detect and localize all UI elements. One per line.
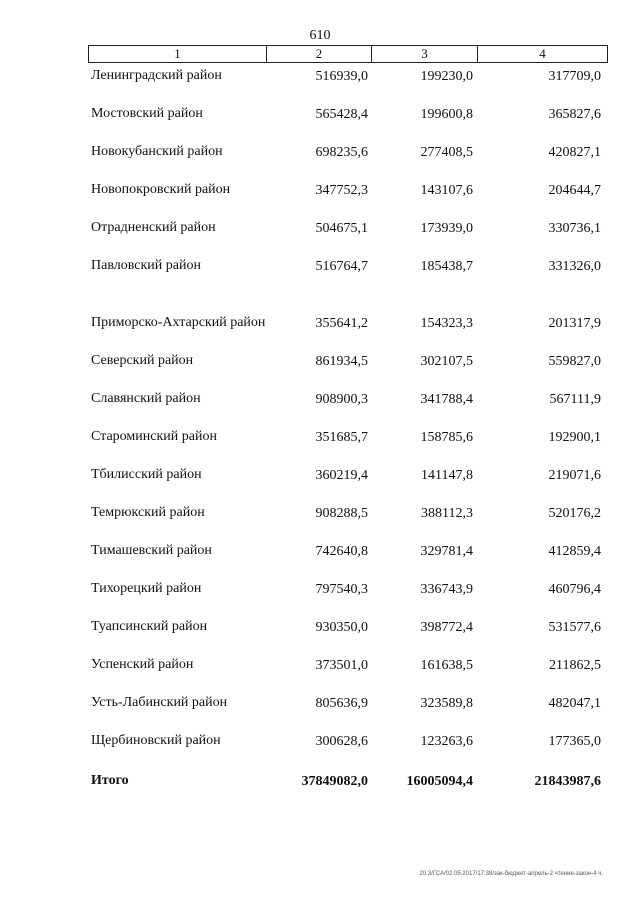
value-col-2: 516764,7 [315,259,368,274]
district-name: Отрадненский район [91,220,216,235]
value-col-4: 520176,2 [548,506,601,521]
table-row [0,219,640,257]
table-row [0,732,640,770]
district-name: Староминский район [91,429,217,444]
value-col-4: 420827,1 [548,145,601,160]
value-col-3: 302107,5 [420,354,473,369]
value-col-4: 531577,6 [548,620,601,635]
value-col-3: 143107,6 [420,183,473,198]
table-row [0,143,640,181]
value-col-4: 460796,4 [548,582,601,597]
document-footer: 20.3/ГСА/02.05.2017/17:38/зак-бюджет-апрель-2 чтение-закон-4 ч. [419,871,603,877]
total-label: Итого [91,773,129,788]
value-col-2: 742640,8 [315,544,368,559]
district-name: Тимашевский район [91,543,212,558]
page-number: 610 [309,28,331,43]
value-col-3: 185438,7 [420,259,473,274]
district-name: Новокубанский район [91,144,223,159]
table-body [0,67,640,810]
value-col-4: 177365,0 [548,734,601,749]
district-name: Приморско-Ахтарский район [91,315,266,330]
table-row [0,428,640,466]
value-col-2: 347752,3 [315,183,368,198]
district-name: Ленинградский район [91,68,222,83]
value-col-3: 199230,0 [420,69,473,84]
table-row [0,466,640,504]
value-col-3: 336743,9 [420,582,473,597]
value-col-3: 323589,8 [420,696,473,711]
value-col-3: 141147,8 [421,468,473,483]
table-row [0,390,640,428]
value-col-4: 219071,6 [548,468,601,483]
district-name: Северский район [91,353,194,368]
value-col-3: 173939,0 [420,221,473,236]
value-col-3: 158785,6 [420,430,473,445]
header-col-3: 3 [372,46,478,62]
district-name: Щербиновский район [91,733,221,748]
table-row [0,67,640,105]
table-row [0,352,640,390]
district-name: Тбилисский район [91,467,202,482]
value-col-2: 565428,4 [315,107,368,122]
value-col-3: 154323,3 [420,316,473,331]
table-row [0,295,640,352]
value-col-3: 341788,4 [420,392,473,407]
district-name: Туапсинский район [91,619,208,634]
table-row [0,694,640,732]
value-col-4: 559827,0 [548,354,601,369]
value-col-2: 300628,6 [315,734,368,749]
value-col-4: 365827,6 [548,107,601,122]
value-col-4: 211862,5 [549,658,601,673]
value-col-3: 277408,5 [420,145,473,160]
total-col-2: 37849082,0 [301,774,368,789]
value-col-4: 204644,7 [548,183,601,198]
district-name: Славянский район [91,391,201,406]
value-col-3: 199600,8 [420,107,473,122]
value-col-4: 201317,9 [548,316,601,331]
value-col-2: 805636,9 [315,696,368,711]
table-row [0,580,640,618]
value-col-3: 161638,5 [420,658,473,673]
value-col-2: 908288,5 [315,506,368,521]
total-col-4: 21843987,6 [534,774,601,789]
district-name: Павловский район [91,258,201,273]
value-col-4: 192900,1 [548,430,601,445]
header-col-4: 4 [539,46,546,61]
district-name: Успенский район [91,657,194,672]
header-col-2: 2 [267,46,372,62]
value-col-4: 412859,4 [548,544,601,559]
value-col-2: 504675,1 [315,221,368,236]
district-name: Новопокровский район [91,182,231,197]
value-col-2: 698235,6 [315,145,368,160]
district-name: Темрюкский район [91,505,205,520]
table-row [0,105,640,143]
value-col-3: 329781,4 [420,544,473,559]
value-col-3: 388112,3 [421,506,473,521]
value-col-2: 797540,3 [315,582,368,597]
table-row [0,181,640,219]
district-name: Усть-Лабинский район [91,695,228,710]
value-col-4: 330736,1 [548,221,601,236]
value-col-2: 930350,0 [315,620,368,635]
value-col-4: 331326,0 [548,259,601,274]
value-col-4: 317709,0 [548,69,601,84]
value-col-2: 861934,5 [315,354,368,369]
value-col-4: 567111,9 [549,392,601,407]
value-col-3: 123263,6 [420,734,473,749]
total-col-3: 16005094,4 [406,774,473,789]
value-col-2: 908900,3 [315,392,368,407]
value-col-2: 355641,2 [315,316,368,331]
table-row [0,656,640,694]
value-col-2: 373501,0 [315,658,368,673]
table-row [0,618,640,656]
table-row [0,504,640,542]
value-col-4: 482047,1 [548,696,601,711]
value-col-2: 351685,7 [315,430,368,445]
table-header [88,45,608,63]
value-col-2: 360219,4 [315,468,368,483]
table-row [0,257,640,295]
district-name: Тихорецкий район [91,581,202,596]
table-row [0,542,640,580]
total-row [0,772,640,810]
district-name: Мостовский район [91,106,203,121]
header-col-1: 1 [89,46,267,62]
value-col-2: 516939,0 [315,69,368,84]
value-col-3: 398772,4 [420,620,473,635]
